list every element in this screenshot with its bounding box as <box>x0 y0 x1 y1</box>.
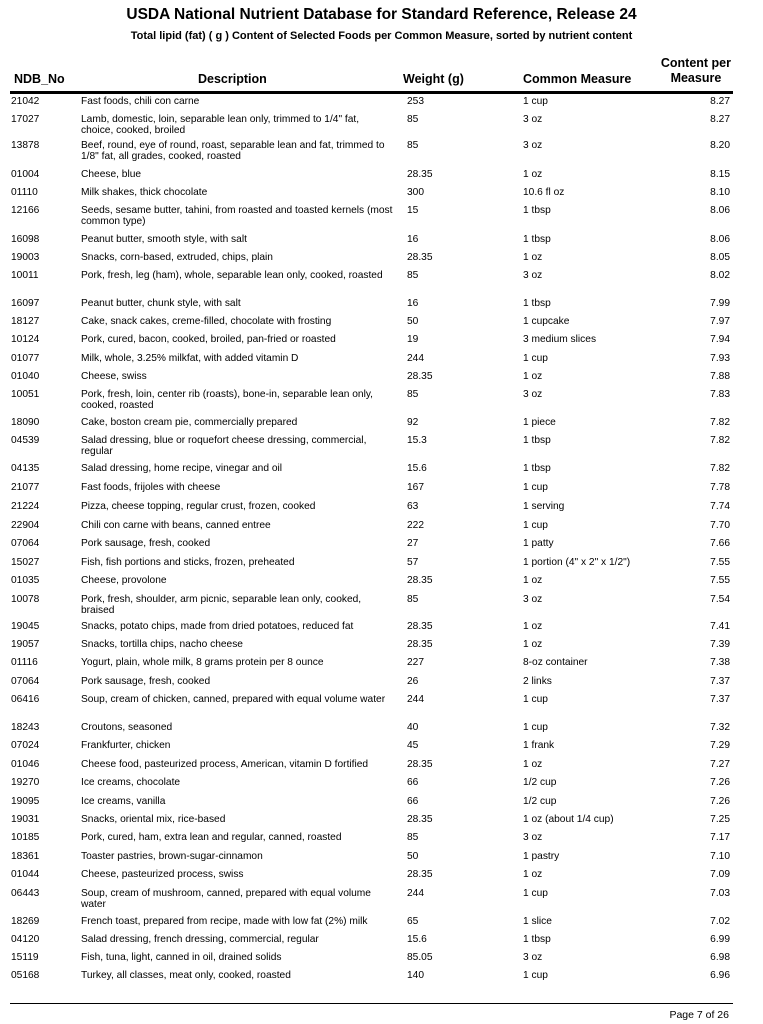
content-value-cell: 7.17 <box>710 832 730 843</box>
weight-cell: 28.35 <box>407 169 433 180</box>
common-measure-cell: 3 oz <box>523 952 543 963</box>
content-value-cell: 8.27 <box>710 114 730 125</box>
description-cell: Cake, boston cream pie, commercially prepared <box>81 417 298 428</box>
weight-cell: 85 <box>407 832 419 843</box>
table-row <box>10 968 733 986</box>
content-value-cell: 8.27 <box>710 96 730 107</box>
description-cell: Cake, snack cakes, creme-filled, chocolate with frosting <box>81 316 332 327</box>
weight-cell: 253 <box>407 96 424 107</box>
ndb-cell: 19045 <box>11 621 40 632</box>
table-row <box>10 499 733 518</box>
table-row <box>10 830 733 849</box>
page-number: Page 7 of 26 <box>669 1009 729 1021</box>
common-measure-cell: 3 medium slices <box>523 334 597 345</box>
table-row <box>10 369 733 387</box>
ndb-cell: 01077 <box>11 353 40 364</box>
ndb-cell: 16098 <box>11 234 40 245</box>
common-measure-cell: 3 oz <box>523 270 543 281</box>
description-cell: Pork, cured, bacon, cooked, broiled, pan-fried or roasted <box>81 334 336 345</box>
description-cell: Lamb, domestic, loin, separable lean only, trimmed to 1/4" fat, choice, cooked, broiled <box>81 114 360 136</box>
description-cell: Milk, whole, 3.25% milkfat, with added vitamin D <box>81 353 299 364</box>
common-measure-cell: 1 oz (about 1/4 cup) <box>523 814 614 825</box>
weight-cell: 15.6 <box>407 463 427 474</box>
common-measure-cell: 1 portion (4" x 2" x 1/2") <box>523 557 631 568</box>
nutrient-table-body <box>10 94 733 986</box>
table-row <box>10 167 733 185</box>
weight-cell: 19 <box>407 334 419 345</box>
description-cell: Snacks, potato chips, made from dried potatoes, reduced fat <box>81 621 354 632</box>
ndb-cell: 05168 <box>11 970 40 981</box>
table-row <box>10 351 733 369</box>
table-row <box>10 387 733 415</box>
table-row <box>10 655 733 674</box>
description-cell: Pork sausage, fresh, cooked <box>81 676 211 687</box>
description-cell: Ice creams, chocolate <box>81 777 181 788</box>
page-footer <box>10 1003 733 1021</box>
weight-cell: 140 <box>407 970 424 981</box>
content-value-cell: 8.02 <box>710 270 730 281</box>
content-value-cell: 7.39 <box>710 639 730 650</box>
table-row <box>10 536 733 555</box>
weight-cell: 65 <box>407 916 419 927</box>
description-cell: Pizza, cheese topping, regular crust, frozen, cooked <box>81 501 316 512</box>
common-measure-cell: 1 cup <box>523 482 548 493</box>
common-measure-cell: 1 serving <box>523 501 565 512</box>
description-cell: Pork, cured, ham, extra lean and regular, canned, roasted <box>81 832 342 843</box>
weight-cell: 28.35 <box>407 869 433 880</box>
content-value-cell: 7.09 <box>710 869 730 880</box>
content-value-cell: 7.55 <box>710 575 730 586</box>
ndb-cell: 04539 <box>11 435 40 446</box>
content-header-line2: Measure <box>670 71 722 85</box>
common-measure-cell: 1 piece <box>523 417 556 428</box>
report-title: USDA National Nutrient Database for Standard Reference, Release 24 <box>126 6 637 23</box>
ndb-cell: 10124 <box>11 334 40 345</box>
description-cell: Salad dressing, french dressing, commercial, regular <box>81 934 319 945</box>
common-measure-cell: 1 cup <box>523 970 548 981</box>
content-value-cell: 8.20 <box>710 140 730 151</box>
description-cell: Yogurt, plain, whole milk, 8 grams protein per 8 ounce <box>81 657 324 668</box>
ndb-cell: 04135 <box>11 463 40 474</box>
description-cell: Snacks, oriental mix, rice-based <box>81 814 226 825</box>
common-measure-cell: 2 links <box>523 676 552 687</box>
table-row <box>10 573 733 592</box>
ndb-cell: 12166 <box>11 205 40 216</box>
column-header-description: Description <box>198 72 267 86</box>
common-measure-cell: 1 cup <box>523 353 548 364</box>
common-measure-cell: 3 oz <box>523 832 543 843</box>
ndb-cell: 22904 <box>11 520 40 531</box>
table-row <box>10 518 733 536</box>
ndb-cell: 15119 <box>11 952 39 963</box>
ndb-cell: 10051 <box>11 389 40 400</box>
table-row <box>10 592 733 619</box>
common-measure-cell: 3 oz <box>523 594 543 605</box>
weight-cell: 244 <box>407 888 424 899</box>
table-row <box>10 794 733 812</box>
common-measure-cell: 1 tbsp <box>523 435 551 446</box>
common-measure-cell: 1 tbsp <box>523 298 551 309</box>
table-header <box>10 54 733 92</box>
description-cell: Pork, fresh, leg (ham), whole, separable lean only, cooked, roasted <box>81 270 383 281</box>
description-cell: Cheese, blue <box>81 169 142 180</box>
ndb-cell: 18269 <box>11 916 40 927</box>
ndb-cell: 01116 <box>11 657 38 668</box>
table-row <box>10 332 733 351</box>
content-value-cell: 8.10 <box>710 187 730 198</box>
common-measure-cell: 3 oz <box>523 389 543 400</box>
ndb-cell: 10185 <box>11 832 40 843</box>
weight-cell: 28.35 <box>407 814 433 825</box>
weight-cell: 244 <box>407 694 424 705</box>
table-row <box>10 692 733 720</box>
content-value-cell: 7.66 <box>710 538 730 549</box>
content-value-cell: 7.38 <box>710 657 730 668</box>
table-row <box>10 250 733 268</box>
common-measure-cell: 1 oz <box>523 869 543 880</box>
table-row <box>10 203 733 232</box>
table-row <box>10 867 733 886</box>
ndb-cell: 07024 <box>11 740 40 751</box>
description-cell: Croutons, seasoned <box>81 722 173 733</box>
common-measure-cell: 1 cup <box>523 520 548 531</box>
table-row <box>10 314 733 332</box>
content-value-cell: 7.97 <box>710 316 730 327</box>
weight-cell: 26 <box>407 676 419 687</box>
ndb-cell: 01035 <box>11 575 40 586</box>
table-row <box>10 757 733 775</box>
ndb-cell: 18361 <box>11 851 40 862</box>
ndb-cell: 17027 <box>11 114 40 125</box>
ndb-cell: 19270 <box>11 777 40 788</box>
ndb-cell: 19003 <box>11 252 40 263</box>
weight-cell: 66 <box>407 777 419 788</box>
content-value-cell: 7.41 <box>710 621 730 632</box>
description-cell: French toast, prepared from recipe, made with low fat (2%) milk <box>81 916 368 927</box>
table-row <box>10 674 733 692</box>
table-row <box>10 812 733 830</box>
table-row <box>10 94 733 112</box>
table-row <box>10 268 733 296</box>
description-cell: Pork, fresh, loin, center rib (roasts), bone-in, separable lean only, cooked, roasted <box>81 389 373 411</box>
common-measure-cell: 1 oz <box>523 371 543 382</box>
description-cell: Chili con carne with beans, canned entree <box>81 520 271 531</box>
description-cell: Milk shakes, thick chocolate <box>81 187 208 198</box>
common-measure-cell: 3 oz <box>523 140 543 151</box>
content-value-cell: 6.96 <box>710 970 730 981</box>
description-cell: Peanut butter, smooth style, with salt <box>81 234 247 245</box>
content-value-cell: 7.74 <box>710 501 730 512</box>
weight-cell: 85 <box>407 114 419 125</box>
content-value-cell: 7.88 <box>710 371 730 382</box>
ndb-cell: 01040 <box>11 371 40 382</box>
ndb-cell: 10078 <box>11 594 40 605</box>
description-cell: Beef, round, eye of round, roast, separable lean and fat, trimmed to 1/8" fat, all grades, cooked, roasted <box>81 140 385 162</box>
weight-cell: 15.3 <box>407 435 427 446</box>
table-row <box>10 232 733 250</box>
weight-cell: 16 <box>407 234 419 245</box>
content-value-cell: 7.82 <box>710 435 730 446</box>
content-value-cell: 8.06 <box>710 234 730 245</box>
common-measure-cell: 1 tbsp <box>523 934 551 945</box>
table-row <box>10 461 733 480</box>
description-cell: Snacks, tortilla chips, nacho cheese <box>81 639 243 650</box>
common-measure-cell: 1 tbsp <box>523 205 551 216</box>
content-value-cell: 8.06 <box>710 205 730 216</box>
common-measure-cell: 1 pastry <box>523 851 560 862</box>
ndb-cell: 21042 <box>11 96 40 107</box>
common-measure-cell: 1 cupcake <box>523 316 570 327</box>
description-cell: Toaster pastries, brown-sugar-cinnamon <box>81 851 263 862</box>
description-cell: Fast foods, chili con carne <box>81 96 200 107</box>
weight-cell: 227 <box>407 657 424 668</box>
ndb-cell: 16097 <box>11 298 40 309</box>
ndb-cell: 21224 <box>11 501 40 512</box>
common-measure-cell: 10.6 fl oz <box>523 187 565 198</box>
weight-cell: 85 <box>407 270 419 281</box>
content-value-cell: 7.83 <box>710 389 730 400</box>
ndb-cell: 07064 <box>11 538 40 549</box>
content-value-cell: 7.25 <box>710 814 730 825</box>
common-measure-cell: 8-oz container <box>523 657 588 668</box>
content-value-cell: 7.82 <box>710 417 730 428</box>
table-row <box>10 138 733 167</box>
common-measure-cell: 1 oz <box>523 621 543 632</box>
common-measure-cell: 1 frank <box>523 740 555 751</box>
description-cell: Seeds, sesame butter, tahini, from roasted and toasted kernels (most common type) <box>81 205 393 227</box>
content-value-cell: 7.93 <box>710 353 730 364</box>
common-measure-cell: 1 tbsp <box>523 463 551 474</box>
weight-cell: 27 <box>407 538 419 549</box>
description-cell: Cheese, pasteurized process, swiss <box>81 869 244 880</box>
weight-cell: 50 <box>407 316 419 327</box>
table-row <box>10 849 733 867</box>
content-value-cell: 7.29 <box>710 740 730 751</box>
weight-cell: 85.05 <box>407 952 433 963</box>
common-measure-cell: 1 tbsp <box>523 234 551 245</box>
weight-cell: 28.35 <box>407 621 433 632</box>
ndb-cell: 06416 <box>11 694 40 705</box>
content-value-cell: 7.26 <box>710 796 730 807</box>
weight-cell: 15.6 <box>407 934 427 945</box>
common-measure-cell: 1 cup <box>523 694 548 705</box>
description-cell: Peanut butter, chunk style, with salt <box>81 298 241 309</box>
ndb-cell: 10011 <box>11 270 39 281</box>
content-value-cell: 8.15 <box>710 169 730 180</box>
content-value-cell: 7.37 <box>710 676 730 687</box>
weight-cell: 15 <box>407 205 419 216</box>
column-header-weight: Weight (g) <box>403 72 464 86</box>
content-value-cell: 7.99 <box>710 298 730 309</box>
weight-cell: 85 <box>407 140 419 151</box>
description-cell: Pork, fresh, shoulder, arm picnic, separable lean only, cooked, braised <box>81 594 362 616</box>
content-value-cell: 7.10 <box>710 851 730 862</box>
content-value-cell: 7.78 <box>710 482 730 493</box>
common-measure-cell: 1 oz <box>523 252 543 263</box>
content-value-cell: 6.98 <box>710 952 730 963</box>
weight-cell: 28.35 <box>407 252 433 263</box>
table-row <box>10 775 733 794</box>
description-cell: Pork sausage, fresh, cooked <box>81 538 211 549</box>
description-cell: Cheese food, pasteurized process, American, vitamin D fortified <box>81 759 369 770</box>
table-row <box>10 619 733 637</box>
column-header-ndb: NDB_No <box>14 72 65 86</box>
content-value-cell: 7.02 <box>710 916 730 927</box>
content-value-cell: 7.54 <box>710 594 730 605</box>
table-row <box>10 914 733 932</box>
weight-cell: 28.35 <box>407 575 433 586</box>
weight-cell: 66 <box>407 796 419 807</box>
table-row <box>10 720 733 738</box>
ndb-cell: 01004 <box>11 169 40 180</box>
content-value-cell: 6.99 <box>710 934 730 945</box>
content-value-cell: 7.26 <box>710 777 730 788</box>
ndb-cell: 19031 <box>11 814 40 825</box>
description-cell: Turkey, all classes, meat only, cooked, roasted <box>81 970 291 981</box>
ndb-cell: 04120 <box>11 934 40 945</box>
weight-cell: 40 <box>407 722 419 733</box>
content-value-cell: 7.32 <box>710 722 730 733</box>
content-header-line1: Content per <box>660 56 731 70</box>
table-row <box>10 886 733 914</box>
content-value-cell: 7.94 <box>710 334 730 345</box>
table-row <box>10 433 733 461</box>
ndb-cell: 18243 <box>11 722 40 733</box>
report-subtitle: Total lipid (fat) ( g ) Content of Selected Foods per Common Measure, sorted by nutrient content <box>130 30 633 42</box>
table-row <box>10 555 733 573</box>
weight-cell: 28.35 <box>407 759 433 770</box>
weight-cell: 28.35 <box>407 639 433 650</box>
description-cell: Frankfurter, chicken <box>81 740 171 751</box>
content-value-cell: 8.05 <box>710 252 730 263</box>
ndb-cell: 19057 <box>11 639 40 650</box>
content-value-cell: 7.70 <box>710 520 730 531</box>
description-cell: Snacks, corn-based, extruded, chips, plain <box>81 252 273 263</box>
content-value-cell: 7.82 <box>710 463 730 474</box>
ndb-cell: 06443 <box>11 888 40 899</box>
content-value-cell: 7.55 <box>710 557 730 568</box>
table-row <box>10 185 733 203</box>
common-measure-cell: 1/2 cup <box>523 777 557 788</box>
table-row <box>10 480 733 499</box>
weight-cell: 222 <box>407 520 424 531</box>
content-value-cell: 7.03 <box>710 888 730 899</box>
description-cell: Salad dressing, blue or roquefort cheese dressing, commercial, regular <box>81 435 367 457</box>
common-measure-cell: 1 oz <box>523 639 543 650</box>
weight-cell: 244 <box>407 353 424 364</box>
weight-cell: 63 <box>407 501 419 512</box>
ndb-cell: 01110 <box>11 187 38 198</box>
content-value-cell: 7.37 <box>710 694 730 705</box>
description-cell: Fish, fish portions and sticks, frozen, preheated <box>81 557 295 568</box>
ndb-cell: 21077 <box>11 482 40 493</box>
ndb-cell: 15027 <box>11 557 40 568</box>
description-cell: Salad dressing, home recipe, vinegar and oil <box>81 463 283 474</box>
common-measure-cell: 1 slice <box>523 916 552 927</box>
common-measure-cell: 3 oz <box>523 114 543 125</box>
ndb-cell: 18090 <box>11 417 40 428</box>
table-row <box>10 296 733 314</box>
table-row <box>10 738 733 757</box>
common-measure-cell: 1 cup <box>523 722 548 733</box>
common-measure-cell: 1/2 cup <box>523 796 557 807</box>
ndb-cell: 13878 <box>11 140 40 151</box>
weight-cell: 85 <box>407 389 419 400</box>
weight-cell: 50 <box>407 851 419 862</box>
weight-cell: 300 <box>407 187 424 198</box>
table-row <box>10 950 733 968</box>
weight-cell: 167 <box>407 482 424 493</box>
common-measure-cell: 1 oz <box>523 575 543 586</box>
ndb-cell: 01044 <box>11 869 40 880</box>
common-measure-cell: 1 oz <box>523 169 543 180</box>
weight-cell: 45 <box>407 740 419 751</box>
table-row <box>10 415 733 433</box>
ndb-cell: 18127 <box>11 316 40 327</box>
content-value-cell: 7.27 <box>710 759 730 770</box>
table-row <box>10 932 733 950</box>
table-row <box>10 112 733 138</box>
table-row <box>10 637 733 655</box>
weight-cell: 57 <box>407 557 419 568</box>
weight-cell: 85 <box>407 594 419 605</box>
description-cell: Cheese, swiss <box>81 371 147 382</box>
common-measure-cell: 1 cup <box>523 96 548 107</box>
description-cell: Cheese, provolone <box>81 575 167 586</box>
common-measure-cell: 1 oz <box>523 759 543 770</box>
common-measure-cell: 1 cup <box>523 888 548 899</box>
ndb-cell: 07064 <box>11 676 40 687</box>
description-cell: Fast foods, frijoles with cheese <box>81 482 221 493</box>
description-cell: Soup, cream of mushroom, canned, prepared with equal volume water <box>81 888 371 910</box>
ndb-cell: 19095 <box>11 796 40 807</box>
common-measure-cell: 1 patty <box>523 538 554 549</box>
description-cell: Soup, cream of chicken, canned, prepared with equal volume water <box>81 694 386 705</box>
column-header-content-per-measure <box>661 56 731 86</box>
column-header-common-measure: Common Measure <box>523 72 632 86</box>
ndb-cell: 01046 <box>11 759 40 770</box>
description-cell: Fish, tuna, light, canned in oil, drained solids <box>81 952 282 963</box>
weight-cell: 16 <box>407 298 419 309</box>
weight-cell: 92 <box>407 417 419 428</box>
description-cell: Ice creams, vanilla <box>81 796 166 807</box>
weight-cell: 28.35 <box>407 371 433 382</box>
